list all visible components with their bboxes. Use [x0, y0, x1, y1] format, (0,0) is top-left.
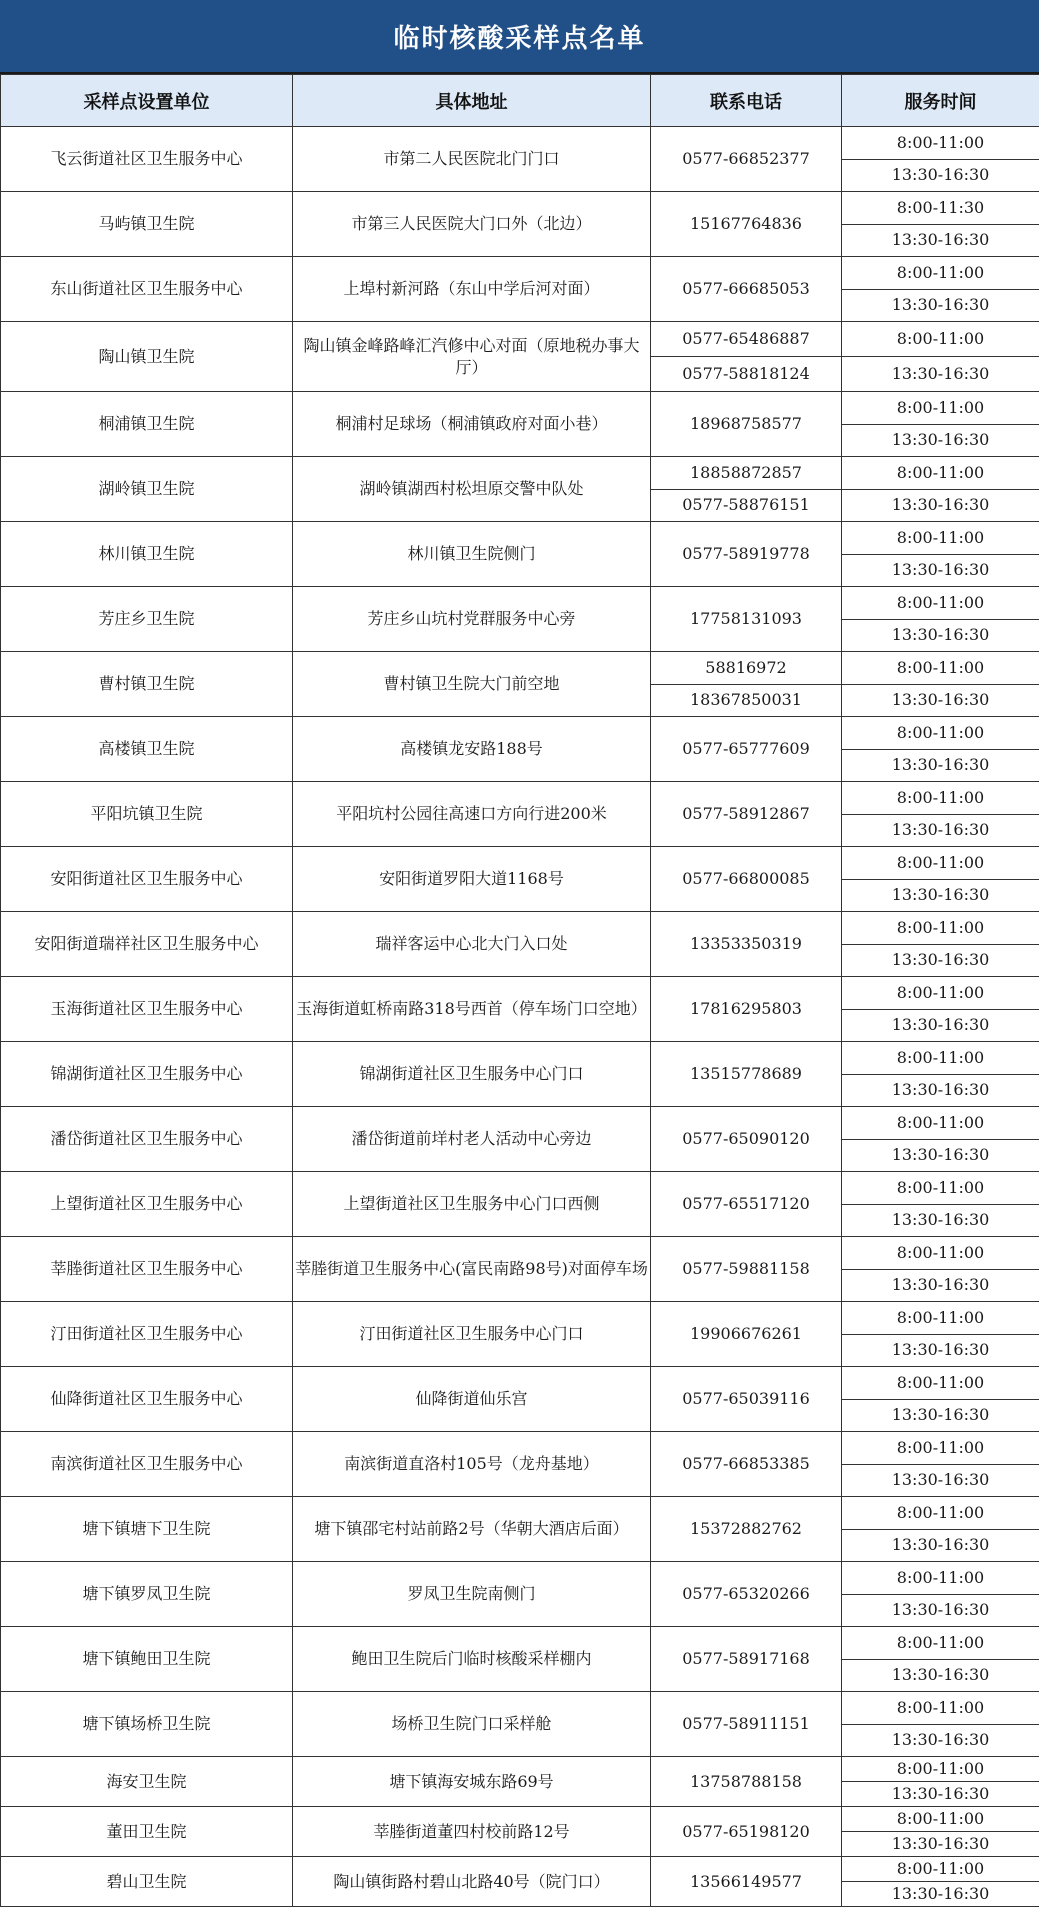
header-row	[1, 75, 1039, 127]
address-cell: 鲍田卫生院后门临时核酸采样棚内	[293, 1627, 651, 1692]
time-cell	[842, 1757, 1039, 1807]
morning-hours: 8:00-11:00	[842, 977, 1039, 1009]
afternoon-hours: 13:30-16:30	[842, 424, 1039, 457]
address-cell: 莘塍街道卫生服务中心(富民南路98号)对面停车场	[293, 1237, 651, 1302]
table-row	[1, 1432, 1039, 1497]
morning-hours: 8:00-11:00	[842, 392, 1039, 424]
table-row	[1, 1807, 1039, 1857]
time-cell	[842, 1562, 1039, 1627]
phone-cell	[651, 847, 842, 912]
phone-number: 18858872857	[651, 457, 841, 489]
afternoon-hours: 13:30-16:30	[842, 1009, 1039, 1042]
phone-number: 0577-65517120	[651, 1172, 841, 1236]
unit-cell: 东山街道社区卫生服务中心	[1, 257, 293, 322]
table-row	[1, 457, 1039, 522]
unit-cell: 碧山卫生院	[1, 1857, 293, 1907]
phone-cell	[651, 1562, 842, 1627]
phone-number: 17758131093	[651, 587, 841, 651]
morning-hours: 8:00-11:00	[842, 782, 1039, 814]
unit-cell: 汀田街道社区卫生服务中心	[1, 1302, 293, 1367]
phone-number: 0577-65320266	[651, 1562, 841, 1626]
phone-cell	[651, 1857, 842, 1907]
phone-cell	[651, 127, 842, 192]
afternoon-hours: 13:30-16:30	[842, 1464, 1039, 1497]
unit-cell: 莘塍街道社区卫生服务中心	[1, 1237, 293, 1302]
phone-cell	[651, 1692, 842, 1757]
header-unit: 采样点设置单位	[1, 75, 293, 127]
unit-cell: 安阳街道社区卫生服务中心	[1, 847, 293, 912]
afternoon-hours: 13:30-16:30	[842, 489, 1039, 522]
time-cell	[842, 1497, 1039, 1562]
time-cell	[842, 1302, 1039, 1367]
address-cell: 场桥卫生院门口采样舱	[293, 1692, 651, 1757]
morning-hours: 8:00-11:00	[842, 522, 1039, 554]
morning-hours: 8:00-11:00	[842, 322, 1039, 356]
phone-cell	[651, 1757, 842, 1807]
time-cell	[842, 1172, 1039, 1237]
table-row	[1, 912, 1039, 977]
phone-cell	[651, 977, 842, 1042]
phone-number: 0577-65486887	[651, 322, 841, 356]
phone-number: 0577-58876151	[651, 489, 841, 522]
afternoon-hours: 13:30-16:30	[842, 554, 1039, 587]
morning-hours: 8:00-11:00	[842, 587, 1039, 619]
phone-number: 18968758577	[651, 392, 841, 456]
phone-cell	[651, 1807, 842, 1857]
unit-cell: 桐浦镇卫生院	[1, 392, 293, 457]
address-cell: 塘下镇海安城东路69号	[293, 1757, 651, 1807]
table-row	[1, 1107, 1039, 1172]
time-cell	[842, 847, 1039, 912]
morning-hours: 8:00-11:00	[842, 1757, 1039, 1781]
phone-number: 0577-58818124	[651, 356, 841, 391]
morning-hours: 8:00-11:00	[842, 1302, 1039, 1334]
header-time: 服务时间	[842, 75, 1039, 127]
table-row	[1, 652, 1039, 717]
phone-cell	[651, 1627, 842, 1692]
phone-cell	[651, 1107, 842, 1172]
table-body	[1, 127, 1039, 1907]
address-cell: 陶山镇金峰路峰汇汽修中心对面（原地税办事大厅）	[293, 322, 651, 392]
phone-number: 13758788158	[651, 1757, 841, 1806]
time-cell	[842, 912, 1039, 977]
phone-number: 0577-65198120	[651, 1807, 841, 1856]
time-cell	[842, 322, 1039, 392]
phone-number: 18367850031	[651, 684, 841, 717]
time-cell	[842, 587, 1039, 652]
address-cell: 南滨街道直洛村105号（龙舟基地）	[293, 1432, 651, 1497]
morning-hours: 8:00-11:00	[842, 1807, 1039, 1831]
phone-number: 0577-58919778	[651, 522, 841, 586]
table-row	[1, 392, 1039, 457]
address-cell: 桐浦村足球场（桐浦镇政府对面小巷）	[293, 392, 651, 457]
table-row	[1, 192, 1039, 257]
time-cell	[842, 717, 1039, 782]
table-row	[1, 717, 1039, 782]
time-cell	[842, 1237, 1039, 1302]
table-row	[1, 1237, 1039, 1302]
address-cell: 湖岭镇湖西村松坦原交警中队处	[293, 457, 651, 522]
table-row	[1, 1367, 1039, 1432]
table-row	[1, 1302, 1039, 1367]
morning-hours: 8:00-11:00	[842, 1367, 1039, 1399]
morning-hours: 8:00-11:00	[842, 1042, 1039, 1074]
morning-hours: 8:00-11:00	[842, 1857, 1039, 1881]
phone-cell	[651, 1432, 842, 1497]
phone-number: 17816295803	[651, 977, 841, 1041]
phone-number: 13515778689	[651, 1042, 841, 1106]
unit-cell: 塘下镇罗凤卫生院	[1, 1562, 293, 1627]
phone-cell	[651, 322, 842, 392]
unit-cell: 飞云街道社区卫生服务中心	[1, 127, 293, 192]
unit-cell: 马屿镇卫生院	[1, 192, 293, 257]
unit-cell: 上望街道社区卫生服务中心	[1, 1172, 293, 1237]
time-cell	[842, 192, 1039, 257]
phone-cell	[651, 587, 842, 652]
table-row	[1, 782, 1039, 847]
time-cell	[842, 257, 1039, 322]
phone-number: 0577-58912867	[651, 782, 841, 846]
address-cell: 瑞祥客运中心北大门入口处	[293, 912, 651, 977]
morning-hours: 8:00-11:00	[842, 1107, 1039, 1139]
morning-hours: 8:00-11:00	[842, 652, 1039, 684]
unit-cell: 安阳街道瑞祥社区卫生服务中心	[1, 912, 293, 977]
phone-cell	[651, 457, 842, 522]
address-cell: 仙降街道仙乐宫	[293, 1367, 651, 1432]
phone-cell	[651, 522, 842, 587]
time-cell	[842, 1107, 1039, 1172]
afternoon-hours: 13:30-16:30	[842, 814, 1039, 847]
phone-number: 0577-65039116	[651, 1367, 841, 1431]
table-row	[1, 977, 1039, 1042]
unit-cell: 塘下镇塘下卫生院	[1, 1497, 293, 1562]
table-row	[1, 127, 1039, 192]
morning-hours: 8:00-11:00	[842, 1627, 1039, 1659]
sheet-title: 临时核酸采样点名单	[0, 0, 1039, 74]
address-cell: 安阳街道罗阳大道1168号	[293, 847, 651, 912]
afternoon-hours: 13:30-16:30	[842, 224, 1039, 257]
unit-cell: 芳庄乡卫生院	[1, 587, 293, 652]
phone-number: 0577-65090120	[651, 1107, 841, 1171]
afternoon-hours: 13:30-16:30	[842, 1399, 1039, 1432]
morning-hours: 8:00-11:00	[842, 1562, 1039, 1594]
time-cell	[842, 652, 1039, 717]
afternoon-hours: 13:30-16:30	[842, 1881, 1039, 1906]
afternoon-hours: 13:30-16:30	[842, 159, 1039, 192]
morning-hours: 8:00-11:00	[842, 1172, 1039, 1204]
phone-cell	[651, 192, 842, 257]
phone-number: 19906676261	[651, 1302, 841, 1366]
unit-cell: 塘下镇鲍田卫生院	[1, 1627, 293, 1692]
phone-cell	[651, 717, 842, 782]
table-row	[1, 1692, 1039, 1757]
phone-cell	[651, 652, 842, 717]
morning-hours: 8:00-11:00	[842, 1237, 1039, 1269]
header-address: 具体地址	[293, 75, 651, 127]
morning-hours: 8:00-11:00	[842, 257, 1039, 289]
address-cell: 市第三人民医院大门口外（北边）	[293, 192, 651, 257]
phone-number: 15372882762	[651, 1497, 841, 1561]
time-cell	[842, 522, 1039, 587]
unit-cell: 湖岭镇卫生院	[1, 457, 293, 522]
phone-number: 13353350319	[651, 912, 841, 976]
address-cell: 高楼镇龙安路188号	[293, 717, 651, 782]
phone-cell	[651, 1302, 842, 1367]
table-row	[1, 587, 1039, 652]
phone-number: 0577-65777609	[651, 717, 841, 781]
table-row	[1, 322, 1039, 392]
afternoon-hours: 13:30-16:30	[842, 944, 1039, 977]
phone-number: 0577-66685053	[651, 257, 841, 321]
morning-hours: 8:00-11:00	[842, 1497, 1039, 1529]
morning-hours: 8:00-11:00	[842, 912, 1039, 944]
afternoon-hours: 13:30-16:30	[842, 879, 1039, 912]
unit-cell: 曹村镇卫生院	[1, 652, 293, 717]
unit-cell: 董田卫生院	[1, 1807, 293, 1857]
morning-hours: 8:00-11:00	[842, 1432, 1039, 1464]
address-cell: 潘岱街道前垟村老人活动中心旁边	[293, 1107, 651, 1172]
table-row	[1, 1627, 1039, 1692]
unit-cell: 林川镇卫生院	[1, 522, 293, 587]
phone-cell	[651, 392, 842, 457]
afternoon-hours: 13:30-16:30	[842, 1781, 1039, 1806]
unit-cell: 塘下镇场桥卫生院	[1, 1692, 293, 1757]
afternoon-hours: 13:30-16:30	[842, 1074, 1039, 1107]
time-cell	[842, 1807, 1039, 1857]
phone-number: 0577-59881158	[651, 1237, 841, 1301]
phone-number: 0577-58917168	[651, 1627, 841, 1691]
phone-number: 0577-66800085	[651, 847, 841, 911]
unit-cell: 仙降街道社区卫生服务中心	[1, 1367, 293, 1432]
morning-hours: 8:00-11:00	[842, 457, 1039, 489]
afternoon-hours: 13:30-16:30	[842, 1529, 1039, 1562]
address-cell: 陶山镇街路村碧山北路40号（院门口）	[293, 1857, 651, 1907]
phone-cell	[651, 257, 842, 322]
afternoon-hours: 13:30-16:30	[842, 1831, 1039, 1856]
afternoon-hours: 13:30-16:30	[842, 1139, 1039, 1172]
table-row	[1, 257, 1039, 322]
table-row	[1, 522, 1039, 587]
afternoon-hours: 13:30-16:30	[842, 1334, 1039, 1367]
morning-hours: 8:00-11:00	[842, 1692, 1039, 1724]
address-cell: 上望街道社区卫生服务中心门口西侧	[293, 1172, 651, 1237]
table-row	[1, 1562, 1039, 1627]
phone-number: 58816972	[651, 652, 841, 684]
time-cell	[842, 1367, 1039, 1432]
time-cell	[842, 1627, 1039, 1692]
header-phone: 联系电话	[651, 75, 842, 127]
unit-cell: 陶山镇卫生院	[1, 322, 293, 392]
table-row	[1, 1172, 1039, 1237]
phone-cell	[651, 912, 842, 977]
unit-cell: 南滨街道社区卫生服务中心	[1, 1432, 293, 1497]
morning-hours: 8:00-11:00	[842, 847, 1039, 879]
address-cell: 汀田街道社区卫生服务中心门口	[293, 1302, 651, 1367]
morning-hours: 8:00-11:30	[842, 192, 1039, 224]
time-cell	[842, 127, 1039, 192]
afternoon-hours: 13:30-16:30	[842, 289, 1039, 322]
afternoon-hours: 13:30-16:30	[842, 1269, 1039, 1302]
afternoon-hours: 13:30-16:30	[842, 356, 1039, 391]
morning-hours: 8:00-11:00	[842, 717, 1039, 749]
table-row	[1, 1497, 1039, 1562]
time-cell	[842, 392, 1039, 457]
phone-number: 15167764836	[651, 192, 841, 256]
table-row	[1, 847, 1039, 912]
morning-hours: 8:00-11:00	[842, 127, 1039, 159]
address-cell: 上埠村新河路（东山中学后河对面）	[293, 257, 651, 322]
time-cell	[842, 1857, 1039, 1907]
time-cell	[842, 1692, 1039, 1757]
table-row	[1, 1857, 1039, 1907]
address-cell: 曹村镇卫生院大门前空地	[293, 652, 651, 717]
unit-cell: 海安卫生院	[1, 1757, 293, 1807]
phone-cell	[651, 1367, 842, 1432]
phone-number: 0577-66853385	[651, 1432, 841, 1496]
afternoon-hours: 13:30-16:30	[842, 1659, 1039, 1692]
unit-cell: 潘岱街道社区卫生服务中心	[1, 1107, 293, 1172]
afternoon-hours: 13:30-16:30	[842, 684, 1039, 717]
address-cell: 平阳坑村公园往高速口方向行进200米	[293, 782, 651, 847]
address-cell: 莘塍街道董四村校前路12号	[293, 1807, 651, 1857]
address-cell: 锦湖街道社区卫生服务中心门口	[293, 1042, 651, 1107]
address-cell: 罗凤卫生院南侧门	[293, 1562, 651, 1627]
phone-cell	[651, 782, 842, 847]
unit-cell: 玉海街道社区卫生服务中心	[1, 977, 293, 1042]
table-row	[1, 1757, 1039, 1807]
address-cell: 塘下镇邵宅村站前路2号（华朝大酒店后面）	[293, 1497, 651, 1562]
sites-table	[0, 74, 1039, 1907]
table-row	[1, 1042, 1039, 1107]
phone-cell	[651, 1172, 842, 1237]
unit-cell: 高楼镇卫生院	[1, 717, 293, 782]
phone-cell	[651, 1497, 842, 1562]
address-cell: 林川镇卫生院侧门	[293, 522, 651, 587]
afternoon-hours: 13:30-16:30	[842, 1724, 1039, 1757]
phone-cell	[651, 1237, 842, 1302]
time-cell	[842, 457, 1039, 522]
afternoon-hours: 13:30-16:30	[842, 1204, 1039, 1237]
afternoon-hours: 13:30-16:30	[842, 749, 1039, 782]
unit-cell: 平阳坑镇卫生院	[1, 782, 293, 847]
afternoon-hours: 13:30-16:30	[842, 619, 1039, 652]
time-cell	[842, 1432, 1039, 1497]
phone-cell	[651, 1042, 842, 1107]
phone-number: 0577-66852377	[651, 127, 841, 191]
afternoon-hours: 13:30-16:30	[842, 1594, 1039, 1627]
address-cell: 芳庄乡山坑村党群服务中心旁	[293, 587, 651, 652]
address-cell: 玉海街道虹桥南路318号西首（停车场门口空地）	[293, 977, 651, 1042]
unit-cell: 锦湖街道社区卫生服务中心	[1, 1042, 293, 1107]
time-cell	[842, 1042, 1039, 1107]
time-cell	[842, 782, 1039, 847]
phone-number: 13566149577	[651, 1857, 841, 1906]
address-cell: 市第二人民医院北门门口	[293, 127, 651, 192]
phone-number: 0577-58911151	[651, 1692, 841, 1756]
time-cell	[842, 977, 1039, 1042]
